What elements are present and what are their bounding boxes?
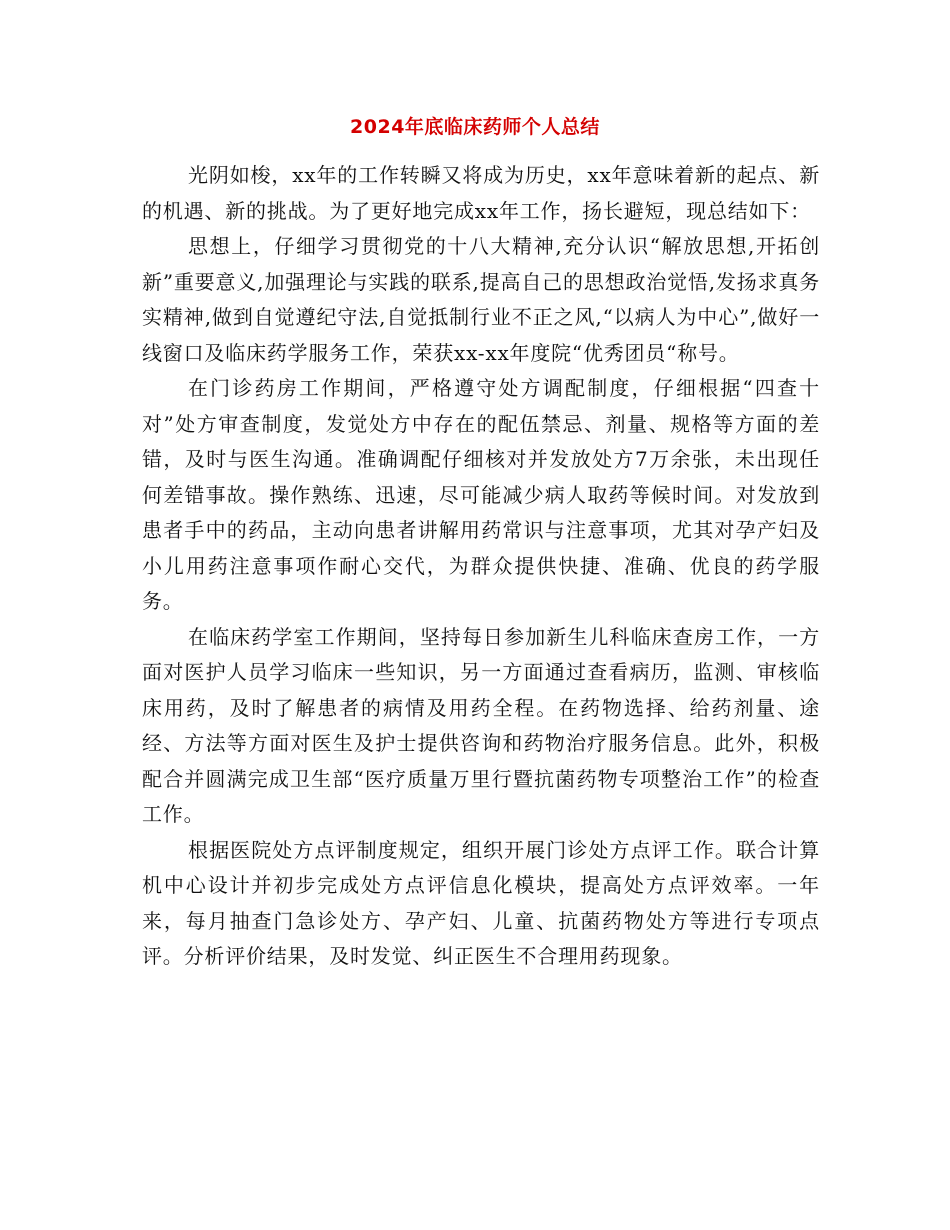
paragraph-intro: 光阴如梭，xx年的工作转瞬又将成为历史，xx年意味着新的起点、新的机遇、新的挑战。为了更好地完成xx年工作，扬长避短，现总结如下： [142, 163, 820, 223]
paragraph-clinical-pharmacy: 在临床药学室工作期间，坚持每日参加新生儿科临床查房工作，一方面对医护人员学习临床一些知识，另一方面通过查看病历，监测、审核临床用药，及时了解患者的病情及用药全程。在药物选择、给药剂量、途经、方法等方面对医生及护士提供咨询和药物治疗服务信息。此外，积极配合并圆满完成卫生部“医疗质量万里行暨抗菌药物专项整治工作”的检查工作。 [142, 624, 820, 826]
paragraph-outpatient-pharmacy: 在门诊药房工作期间，严格遵守处方调配制度，仔细根据“四查十对”处方审查制度，发觉处方中存在的配伍禁忌、剂量、规格等方面的差错，及时与医生沟通。准确调配仔细核对并发放处方7万余张，未出现任何差错事故。操作熟练、迅速，尽可能减少病人取药等候时间。对发放到患者手中的药品，主动向患者讲解用药常识与注意事项，尤其对孕产妇及小儿用药注意事项作耐心交代，为群众提供快捷、准确、优良的药学服务。 [142, 376, 820, 613]
document-body [142, 158, 820, 975]
paragraph-ideology: 思想上，仔细学习贯彻党的十八大精神,充分认识“解放思想,开拓创新”重要意义,加强理论与实践的联系,提高自己的思想政治觉悟,发扬求真务实精神,做到自觉遵纪守法,自觉抵制行业不正之风,“以病人为中心”,做好一线窗口及临床药学服务工作，荣获xx-xx年度院“优秀团员“称号。 [142, 234, 820, 365]
paragraph-prescription-review: 根据医院处方点评制度规定，组织开展门诊处方点评工作。联合计算机中心设计并初步完成处方点评信息化模块，提高处方点评效率。一年来，每月抽查门急诊处方、孕产妇、儿童、抗菌药物处方等进行专项点评。分析评价结果，及时发觉、纠正医生不合理用药现象。 [142, 837, 820, 968]
document-title: 2024年底临床药师个人总结 [350, 116, 600, 138]
